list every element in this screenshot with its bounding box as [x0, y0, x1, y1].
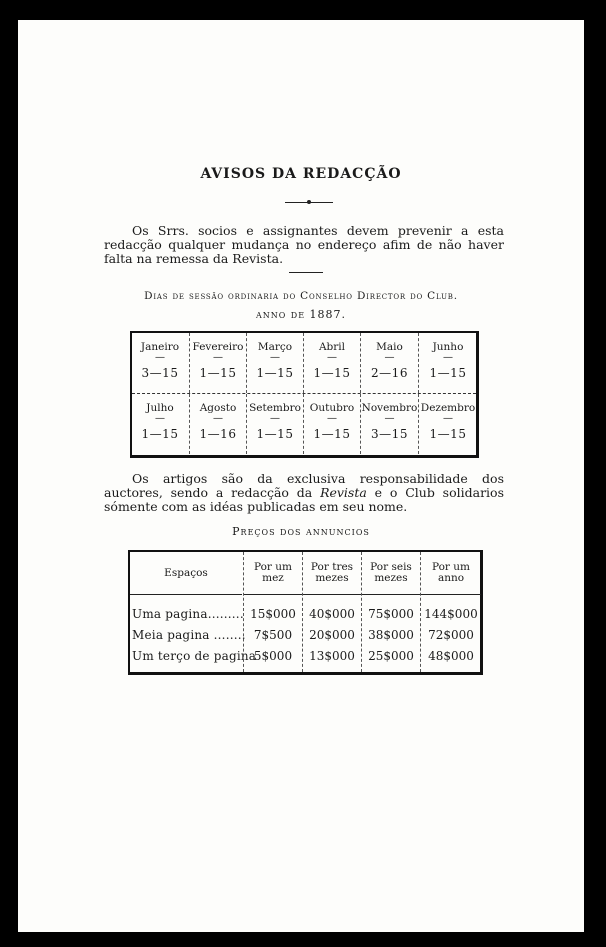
disclaimer-paragraph: Os artigos são da exclusiva responsabilidade dos auctores, sendo a redacção da Revista e o Club solidarios sómente com as idéas publicadas em seu nome.: [104, 471, 504, 514]
price-cell: 5$000: [253, 649, 293, 663]
page: [18, 20, 584, 932]
section-divider: [289, 272, 323, 273]
ads-title: Preços dos annuncios: [232, 525, 370, 538]
notice-paragraph: Os Srrs. socios e assignantes devem prevenir a esta redacção qualquer mudança no endereço afim de não haver falta na remessa da Revista.: [104, 223, 504, 266]
price-cell: 13$000: [309, 649, 355, 663]
schedule-row: [132, 394, 476, 454]
ads-column-spaces: [130, 552, 257, 672]
page-title: AVISOS DA REDACÇÃO: [200, 166, 402, 182]
ads-column-three-months: [302, 552, 361, 672]
price-cell: 40$000: [309, 607, 355, 621]
schedule-cell: Dezembro — 1—15: [418, 394, 477, 454]
schedule-title: Dias de sessão ordinaria do Conselho Director do Club.: [144, 290, 458, 302]
schedule-cell: Janeiro — 3—15: [140, 341, 180, 380]
ads-row-label: Meia pagina ........: [132, 628, 246, 642]
ads-row-label: Uma pagina.........: [132, 607, 244, 621]
price-cell: 25$000: [368, 649, 414, 663]
price-cell: 144$000: [424, 607, 478, 621]
ad-prices-table: [128, 550, 483, 675]
schedule-cell: Setembro — 1—15: [246, 394, 303, 454]
column-header: Por um mez: [244, 552, 302, 595]
price-cell: 38$000: [368, 628, 414, 642]
schedule-cell: Junho — 1—15: [418, 333, 477, 393]
price-cell: 7$500: [253, 628, 293, 642]
column-header: Por um anno: [421, 552, 481, 595]
session-schedule-table: [130, 331, 479, 458]
price-cell: 20$000: [309, 628, 355, 642]
column-header: Espaços: [130, 552, 242, 595]
price-cell: 72$000: [428, 628, 474, 642]
column-header: Por tres mezes: [303, 552, 361, 595]
price-cell: 75$000: [368, 607, 414, 621]
ads-column-month: [243, 552, 302, 672]
revista-italic: Revista: [320, 485, 367, 500]
schedule-cell: Abril — 1—15: [303, 333, 360, 393]
schedule-cell: Março — 1—15: [246, 333, 303, 393]
price-cell: 48$000: [428, 649, 474, 663]
ads-column-year: [420, 552, 481, 672]
price-cell: 15$000: [250, 607, 296, 621]
title-ornament: [285, 202, 333, 203]
column-header: Por seis mezes: [362, 552, 420, 595]
schedule-cell: Maio — 2—16: [360, 333, 418, 393]
schedule-cell: Julho — 1—15: [141, 402, 179, 441]
ads-column-six-months: [361, 552, 420, 672]
schedule-cell: Agosto — 1—16: [189, 394, 246, 454]
schedule-year: anno de 1887.: [255, 308, 347, 321]
schedule-cell: Fevereiro — 1—15: [189, 333, 246, 393]
ads-row-label: Um terço de pagina: [132, 649, 257, 663]
schedule-row: [132, 333, 476, 394]
schedule-cell: Novembro — 3—15: [360, 394, 418, 454]
schedule-cell: Outubro — 1—15: [303, 394, 360, 454]
